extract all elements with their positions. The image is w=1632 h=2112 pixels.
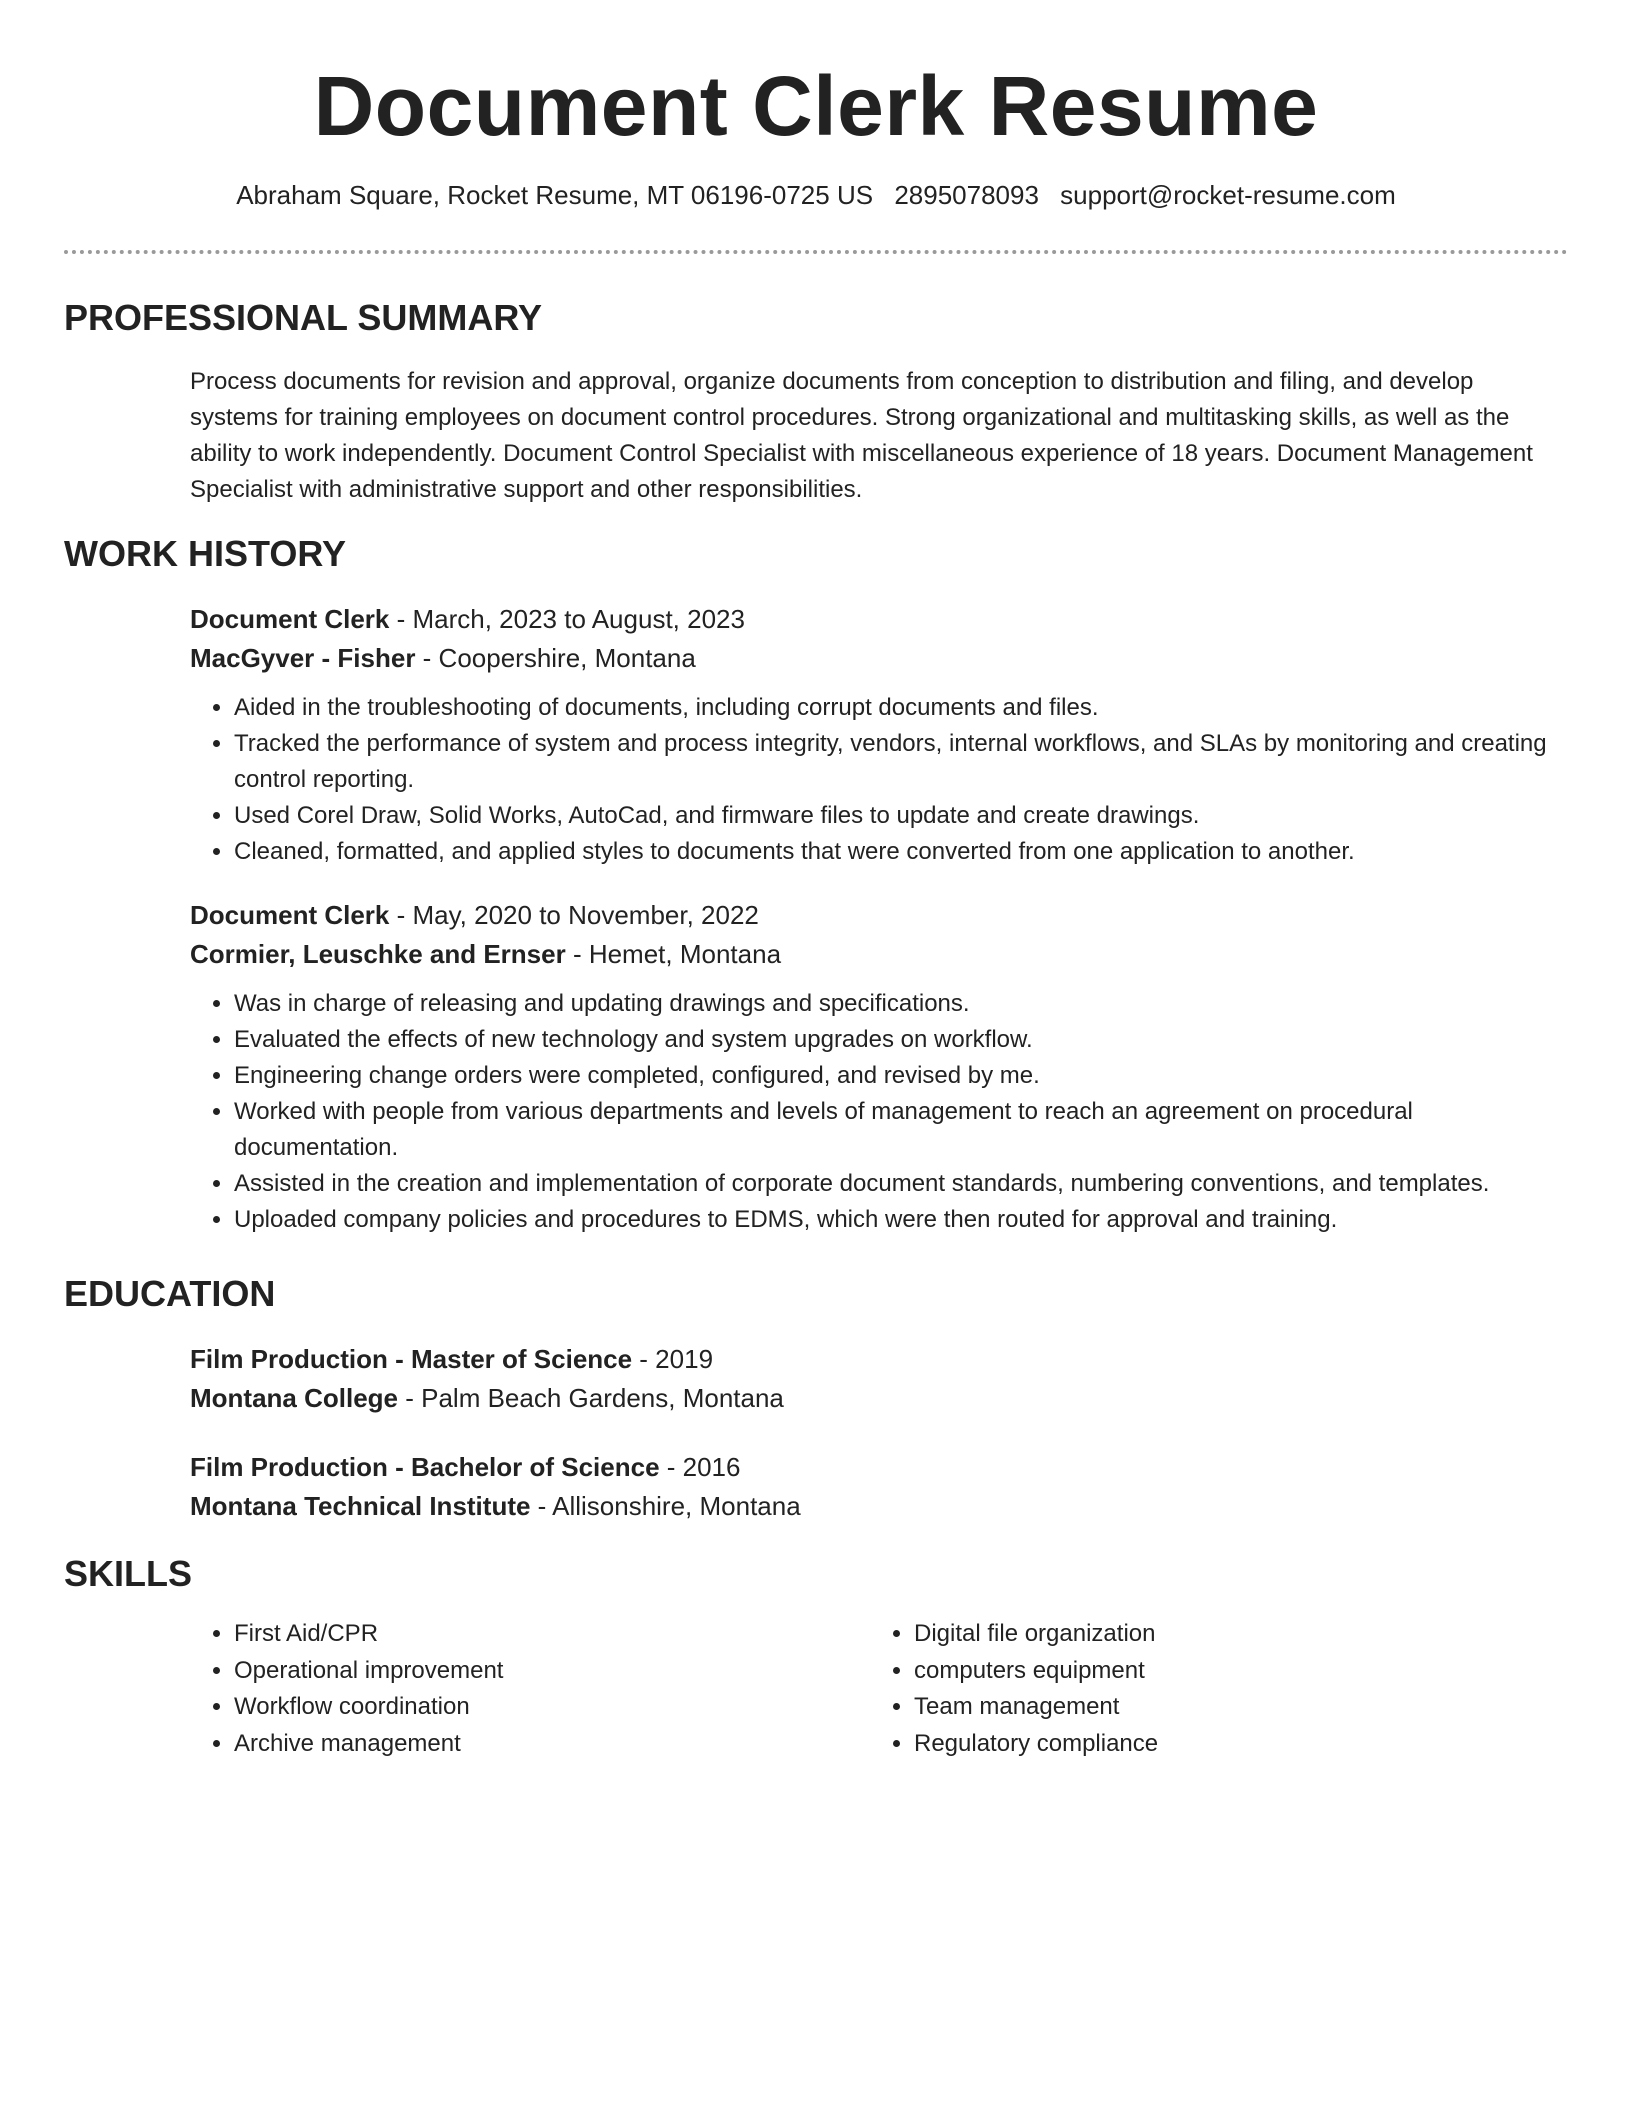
summary-heading: PROFESSIONAL SUMMARY	[64, 297, 543, 338]
skills-section	[64, 1552, 1568, 1762]
header-divider	[64, 250, 1568, 254]
contact-line	[64, 178, 1568, 212]
skills-column-left	[190, 1616, 870, 1762]
skill-item: • First Aid/CPR	[234, 1616, 870, 1653]
job-entry	[190, 600, 1568, 870]
skill-item: • Operational improvement	[234, 1653, 870, 1690]
list-item: • Cleaned, formatted, and applied styles to documents that were converted from one application to another.	[234, 834, 1568, 870]
skills-grid	[190, 1616, 1568, 1762]
job-bullets	[190, 690, 1568, 870]
skills-column-right	[870, 1616, 1550, 1762]
education-entry	[190, 1448, 1568, 1526]
summary-section	[64, 296, 1568, 508]
work-section	[64, 532, 1568, 1238]
contact-email: support@rocket-resume.com	[1060, 180, 1396, 210]
job-dates: - May, 2020 to November, 2022	[389, 900, 759, 930]
degree-line	[190, 1340, 1568, 1379]
degree-name: Film Production - Bachelor of Science	[190, 1452, 660, 1482]
list-item: • Worked with people from various departments and levels of management to reach an agreement on procedural documentation.	[234, 1094, 1568, 1166]
resume-page	[64, 0, 1568, 1757]
skill-item: • Team management	[914, 1689, 1550, 1726]
skill-item: • Digital file organization	[914, 1616, 1550, 1653]
school-line	[190, 1487, 1568, 1526]
school-name: Montana College	[190, 1383, 399, 1413]
list-item: • Tracked the performance of system and process integrity, vendors, internal workflows, and SLAs by monitoring and creating control reporting.	[234, 726, 1568, 798]
list-item: • Evaluated the effects of new technology and system upgrades on workflow.	[234, 1022, 1568, 1058]
list-item: • Uploaded company policies and procedures to EDMS, which were then routed for approval and training.	[234, 1202, 1568, 1238]
skill-item: • Workflow coordination	[234, 1689, 870, 1726]
job-title-line	[190, 600, 1568, 639]
list-item: • Was in charge of releasing and updating drawings and specifications.	[234, 986, 1568, 1022]
job-location: - Hemet, Montana	[565, 939, 782, 969]
skill-item: • computers equipment	[914, 1653, 1550, 1690]
education-heading: EDUCATION	[64, 1273, 276, 1314]
school-name: Montana Technical Institute	[190, 1491, 531, 1521]
school-location: - Allisonshire, Montana	[530, 1491, 801, 1521]
job-dates: - March, 2023 to August, 2023	[389, 604, 745, 634]
list-item: • Aided in the troubleshooting of documents, including corrupt documents and files.	[234, 690, 1568, 726]
contact-address: Abraham Square, Rocket Resume, MT 06196-0725 US	[236, 180, 874, 210]
degree-line	[190, 1448, 1568, 1487]
school-location: - Palm Beach Gardens, Montana	[398, 1383, 784, 1413]
summary-text: Process documents for revision and approval, organize documents from conception to distribution and filing, and develop systems for training employees on document control procedures. Strong organizational and multitasking skills, as well as the ability to work independently. Document Control Specialist with miscellaneous experience of 18 years. Document Management Specialist with administrative support and other responsibilities.	[190, 368, 1533, 503]
list-item: • Engineering change orders were completed, configured, and revised by me.	[234, 1058, 1568, 1094]
job-title: Document Clerk	[190, 604, 390, 634]
job-title: Document Clerk	[190, 900, 390, 930]
job-entry	[190, 896, 1568, 1238]
skill-item: • Archive management	[234, 1726, 870, 1763]
job-bullets	[190, 986, 1568, 1238]
job-company: Cormier, Leuschke and Ernser	[190, 939, 566, 969]
job-company-line	[190, 639, 1568, 678]
job-company: MacGyver - Fisher	[190, 643, 416, 673]
skills-heading: SKILLS	[64, 1553, 193, 1594]
degree-name: Film Production - Master of Science	[190, 1344, 633, 1374]
page-title: Document Clerk Resume	[313, 59, 1319, 153]
skill-item: • Regulatory compliance	[914, 1726, 1550, 1763]
job-title-line	[190, 896, 1568, 935]
job-company-line	[190, 935, 1568, 974]
education-section	[64, 1272, 1568, 1526]
degree-year: - 2016	[659, 1452, 741, 1482]
work-heading: WORK HISTORY	[64, 533, 347, 574]
degree-year: - 2019	[632, 1344, 714, 1374]
job-location: - Coopershire, Montana	[415, 643, 696, 673]
list-item: • Assisted in the creation and implementation of corporate document standards, numbering conventions, and templates.	[234, 1166, 1568, 1202]
list-item: • Used Corel Draw, Solid Works, AutoCad, and firmware files to update and create drawings.	[234, 798, 1568, 834]
school-line	[190, 1379, 1568, 1418]
contact-phone: 2895078093	[894, 180, 1039, 210]
education-entry	[190, 1340, 1568, 1418]
